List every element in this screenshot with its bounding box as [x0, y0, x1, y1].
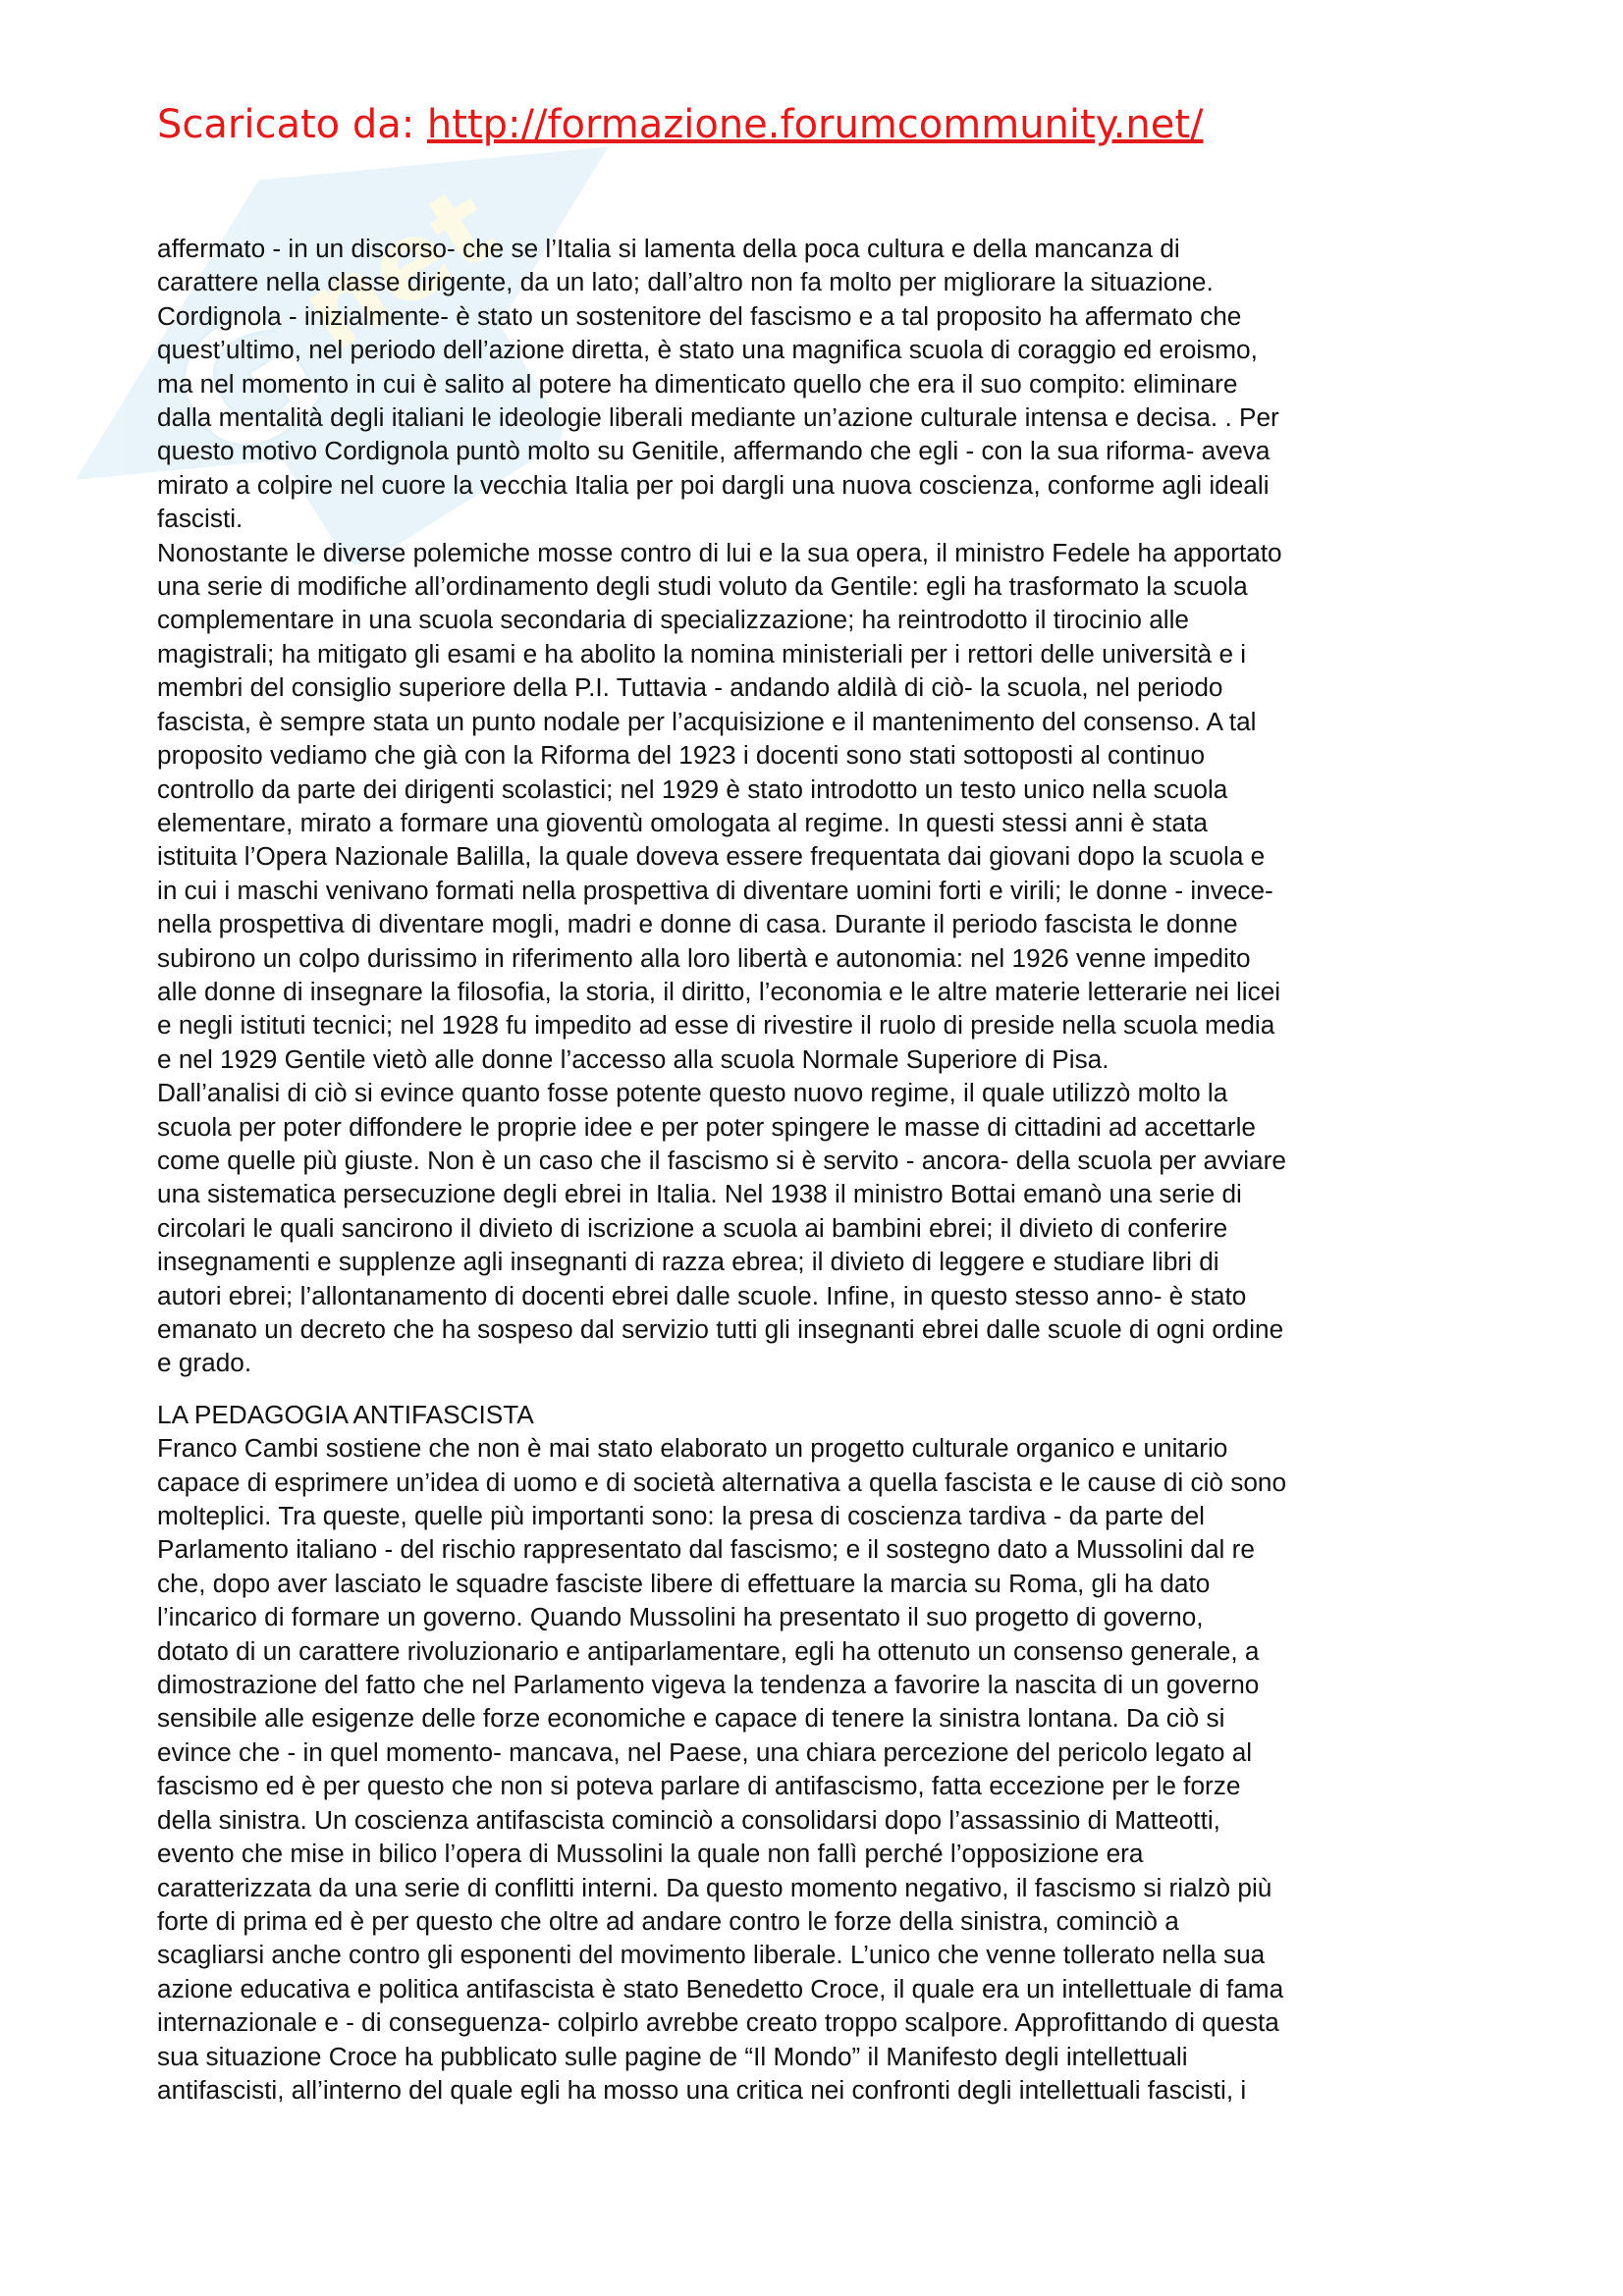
header-prefix: Scaricato da: [157, 102, 427, 147]
text-line: fascista, è sempre stata un punto nodale per l’acquisizione e il mantenimento del consenso. A tal [157, 706, 1257, 736]
text-line: Cordignola - inizialmente- è stato un sostenitore del fascismo e a tal proposito ha affermato che [157, 300, 1242, 331]
text-line: questo motivo Cordignola puntò molto su Genitile, affermando che egli - con la sua riforma- aveva [157, 436, 1271, 466]
text-line: Nonostante le diverse polemiche mosse contro di lui e la sua opera, il ministro Fedele ha apportato [157, 537, 1282, 567]
text-line: una serie di modifiche all’ordinamento degli studi voluto da Gentile: egli ha trasformato la scuola [157, 571, 1248, 602]
text-line: capace di esprimere un’idea di uomo e di società alternativa a quella fascista e le cause di ciò sono [157, 1467, 1287, 1497]
text-line: dimostrazione del fatto che nel Parlamento vigeva la tendenza a favorire la nascita di un governo [157, 1670, 1260, 1700]
text-line: scagliarsi anche contro gli esponenti del movimento liberale. L’unico che venne tollerato nella sua [157, 1940, 1266, 1970]
text-line: Franco Cambi sostiene che non è mai stato elaborato un progetto culturale organico e unitario [157, 1433, 1228, 1464]
text-line: emanato un decreto che ha sospeso dal servizio tutti gli insegnanti ebrei dalle scuole di ogni ordine [157, 1314, 1284, 1344]
text-line: caratterizzata da una serie di conflitti interni. Da questo momento negativo, il fascismo si rialzò più [157, 1872, 1272, 1902]
text-line: mirato a colpire nel cuore la vecchia Italia per poi dargli una nuova coscienza, conforme agli ideali [157, 469, 1270, 500]
text-line: evento che mise in bilico l’opera di Mussolini la quale non fallì perché l’opposizione era [157, 1839, 1144, 1869]
text-line: controllo da parte dei dirigenti scolastici; nel 1929 è stato introdotto un testo unico nella scuola [157, 774, 1228, 804]
text-line: e grado. [157, 1348, 252, 1378]
text-line: l’incarico di formare un governo. Quando Mussolini ha presentato il suo progetto di governo, [157, 1602, 1204, 1632]
paragraphs-block-1 [157, 232, 1483, 1380]
text-line: della sinistra. Un coscienza antifascista cominciò a consolidarsi dopo l’assassinio di Matteotti, [157, 1804, 1220, 1835]
svg-text:G: G [137, 267, 358, 505]
text-line: fascismo ed è per questo che non si poteva parlare di antifascismo, fatta eccezione per le forze [157, 1771, 1241, 1801]
text-line: elementare, mirato a formare una gioventù omologata al regime. In questi stessi anni è stata [157, 807, 1208, 837]
text-line: quest’ultimo, nel periodo dell’azione diretta, è stato una magnifica scuola di coraggio ed eroismo, [157, 335, 1258, 365]
text-line: istituita l’Opera Nazionale Balilla, la quale doveva essere frequentata dai giovani dopo la scuola e [157, 841, 1266, 872]
text-line: e nel 1929 Gentile vietò alle donne l’accesso alla scuola Normale Superiore di Pisa. [157, 1043, 1109, 1074]
text-line: come quelle più giuste. Non è un caso che il fascismo si è servito - ancora- della scuola per avviare [157, 1145, 1286, 1175]
text-line: fascisti. [157, 504, 243, 534]
svg-text:net: net [279, 162, 517, 376]
text-line: circolari le quali sancirono il divieto di iscrizione a scuola ai bambini ebrei; il divieto di conferire [157, 1212, 1228, 1243]
document-body [157, 232, 1483, 2107]
text-line: in cui i maschi venivano formati nella prospettiva di diventare uomini forti e virili; le donne - invece- [157, 875, 1273, 905]
download-source-header [157, 102, 1204, 147]
source-link[interactable]: http://formazione.forumcommunity.net/ [426, 102, 1204, 147]
text-line: ma nel momento in cui è salito al potere ha dimenticato quello che era il suo compito: eliminare [157, 368, 1238, 399]
text-line: internazionale e - di conseguenza- colpirlo avrebbe creato troppo scalpore. Approfittando di questa [157, 2007, 1279, 2038]
text-line: carattere nella classe dirigente, da un lato; dall’altro non fa molto per migliorare la situazione. [157, 267, 1214, 297]
text-line: evince che - in quel momento- mancava, nel Paese, una chiara percezione del pericolo legato al [157, 1736, 1253, 1767]
text-line: subirono un colpo durissimo in riferimento alla loro libertà e autonomia: nel 1926 venne impedito [157, 942, 1251, 973]
text-line: azione educativa e politica antifascista è stato Benedetto Croce, il quale era un intellettuale di fama [157, 1973, 1284, 2003]
text-line: antifascisti, all’interno del quale egli ha mosso una critica nei confronti degli intellettuali fascisti, i [157, 2074, 1247, 2105]
text-line: e negli istituti tecnici; nel 1928 fu impedito ad esse di rivestire il ruolo di preside nella scuola media [157, 1010, 1275, 1041]
text-line: magistrali; ha mitigato gli esami e ha abolito la nomina ministeriali per i rettori delle università e i [157, 638, 1247, 668]
text-line: sensibile alle esigenze delle forze economiche e capace di tenere la sinistra lontana. Da ciò si [157, 1703, 1225, 1734]
text-line: affermato - in un discorso- che se l’Italia si lamenta della poca cultura e della mancanza di [157, 234, 1180, 263]
text-line: insegnamenti e supplenze agli insegnanti di razza ebrea; il divieto di leggere e studiare libri di [157, 1247, 1219, 1277]
paragraphs-block-2 [157, 1431, 1483, 2107]
text-line: Dall’analisi di ciò si evince quanto fosse potente questo nuovo regime, il quale utilizzò molto la [157, 1078, 1228, 1108]
spacer [157, 1380, 1483, 1398]
text-line: membri del consiglio superiore della P.I. Tuttavia - andando aldilà di ciò- la scuola, nel periodo [157, 672, 1223, 703]
text-line: nella prospettiva di diventare mogli, madri e donne di casa. Durante il periodo fascista le donne [157, 909, 1238, 939]
section-heading: LA PEDAGOGIA ANTIFASCISTA [157, 1399, 534, 1429]
text-line: Parlamento italiano - del rischio rappresentato dal fascismo; e il sostegno dato a Mussolini dal re [157, 1534, 1255, 1565]
text-line: che, dopo aver lasciato le squadre fasciste libere di effettuare la marcia su Roma, gli ha dato [157, 1568, 1211, 1598]
text-line: alle donne di insegnare la filosofia, la storia, il diritto, l’economia e le altre materie letterarie nei licei [157, 976, 1281, 1006]
text-line: molteplici. Tra queste, quelle più importanti sono: la presa di coscienza tardiva - da parte del [157, 1501, 1205, 1531]
text-line: una sistematica persecuzione degli ebrei in Italia. Nel 1938 il ministro Bottai emanò una serie di [157, 1179, 1242, 1209]
text-line: dalla mentalità degli italiani le ideologie liberali mediante un’azione culturale intensa e decisa. . Per [157, 402, 1279, 433]
text-line: proposito vediamo che già con la Riforma del 1923 i docenti sono stati sottoposti al continuo [157, 740, 1206, 771]
text-line: autori ebrei; l’allontanamento di docenti ebrei dalle scuole. Infine, in questo stesso anno- è stato [157, 1280, 1247, 1310]
text-line: sua situazione Croce ha pubblicato sulle pagine de “Il Mondo” il Manifesto degli intellettuali [157, 2041, 1188, 2071]
text-line: complementare in una scuola secondaria di specializzazione; ha reintrodotto il tirocinio alle [157, 605, 1189, 635]
text-line: dotato di un carattere rivoluzionario e antiparlamentare, egli ha ottenuto un consenso generale, a [157, 1635, 1260, 1666]
text-line: scuola per poter diffondere le proprie idee e per poter spingere le masse di cittadini ad accettarle [157, 1111, 1256, 1142]
text-line: forte di prima ed è per questo che oltre ad andare contro le forze della sinistra, cominciò a [157, 1905, 1179, 1936]
